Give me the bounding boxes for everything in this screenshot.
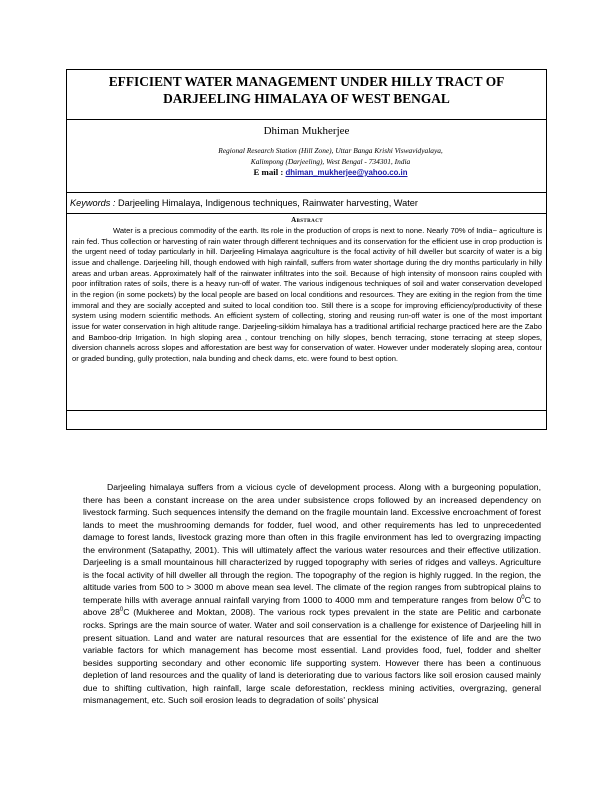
- degree-superscript-1: 0: [521, 595, 525, 602]
- empty-row: [67, 411, 546, 429]
- email-link[interactable]: dhiman_mukherjee@yahoo.co.in: [285, 168, 408, 177]
- body-text-part-2: C to above 28: [83, 594, 541, 618]
- affiliation-line-2: Kalimpong (Darjeeling), West Bengal - 734301, India: [250, 156, 411, 166]
- author-cell: [67, 120, 546, 193]
- body-text-part-1: Darjeeling himalaya suffers from a vicious cycle of development process. Along with a burgeoning population, there has been a constant increase on the area under subsistence crops followed by an increased dependency on livestock farming. Such sequences intensify the demand on the fragile mountain land. Excessive encroachment of forest lands to meet the mushrooming demands for fodder, fuel wood, and other requirements has led to unprecedented damage to forest lands, livestock grazing more than often in this fragile environment has led to overgrazing impacting the environment (Satapathy, 2001). This will ultimately affect the various water resources and their effective utilization. Darjeeling is a small mountainous hill characterized by rugged topography with series of ridges and valleys. Agriculture is the focal activity of hill dweller all through the region. The topography of the region is highly rugged. In the region, the altitude varies from 500 to > 3000 m above mean sea level. The climate of the region ranges from subtropical plains to temperate hills with average annual rainfall varying from 1000 to 4000 mm and temperature ranges from below 0: [83, 482, 541, 605]
- abstract-heading: Abstract: [291, 216, 323, 224]
- keywords-cell: [67, 193, 546, 214]
- abstract-cell: [67, 214, 546, 411]
- paper-title: EFFICIENT WATER MANAGEMENT UNDER HILLY TRACT OF DARJEELING HIMALAYA OF WEST BENGAL: [108, 74, 505, 106]
- header-table: [66, 69, 547, 430]
- abstract-text: Water is a precious commodity of the earth. Its role in the production of crops is next to none. Nearly 70% of India~ agriculture is rain fed. Thus collection or harvesting of rain water through different techniques and its conservation for the efficient use in crop production is the urgent need of today particularly in hill. Darjeeling Himalaya aagriculture is the focal activity of hill dweller but scarcity of water is a big issue and challenge. Darjeeling hill, though endowed with high rainfall, suffers from water shortage during the dry months particularly in hilly areas and urban areas. Approximately half of the rainwater infiltrates into the soil. Because of high intensity of monsoon rains coupled with poor infiltration rates of soils, there is a heavy run-off of water. The various indigenous techniques of soil and water conservation developed in the region (in some pockets) by the local people are based on local conditions and resources. They are exiting in the region from the time immoral and they are socially accepted and suited to local condition too. Still there is a scope for improving efficiency/productivity of these system using modern scientific methods. An efficient system of collecting, storing and reusing run-off water is one of the most important issue for water conservation in high altitude range. Darjeeling-sikkim himalaya has a traditional artificial recharge practiced here are the Zabo and Bamboo-drip Irrigation. In high sloping area , contour trenching on hilly slopes, bench terracing, stone terracing at steep slopes, diversion channels across slopes and afforestation are best way for conservation of water. However under moderately sloping area, contour or graded bunding, gully protection, nala bunding and check dams, etc. were found to best option.: [72, 226, 542, 363]
- keywords-text: Darjeeling Himalaya, Indigenous techniques, Rainwater harvesting, Water: [118, 198, 418, 208]
- affiliation-line-1: Regional Research Station (Hill Zone), Uttar Banga Krishi Viswavidyalaya,: [218, 146, 443, 155]
- body-text-part-3: C (Mukheree and Moktan, 2008). The various rock types prevalent in the state are Pelitic and carbonate rocks. Springs are the main source of water. Water and soil conservation is a challenge for existence of Darjeeling hill in present situation. Land and water are natural resources that are essential for the existence of life and are the two variable factors for which management has become most essential. Land provides food, fuel, fodder and shelter besides supporting secondary and other economic life supporting system. However there has been a continuous depletion of land resources and the quality of land is deteriorating due to various factors like soil erosion caused mainly due to shifting cultivation, high rainfall, large scale deforestation, reckless mining activities, overgrazing, general mismanagement, etc. Such soil erosion leads to degradation of soils' physical: [83, 607, 541, 706]
- title-cell: [67, 70, 546, 120]
- keywords-label: Keywords :: [70, 198, 116, 208]
- email-label: E mail :: [253, 167, 284, 177]
- degree-superscript-2: 0: [119, 607, 124, 614]
- email-line: [115, 167, 546, 178]
- body-paragraph: [83, 481, 541, 707]
- author-name: Dhiman Mukherjee: [263, 125, 350, 137]
